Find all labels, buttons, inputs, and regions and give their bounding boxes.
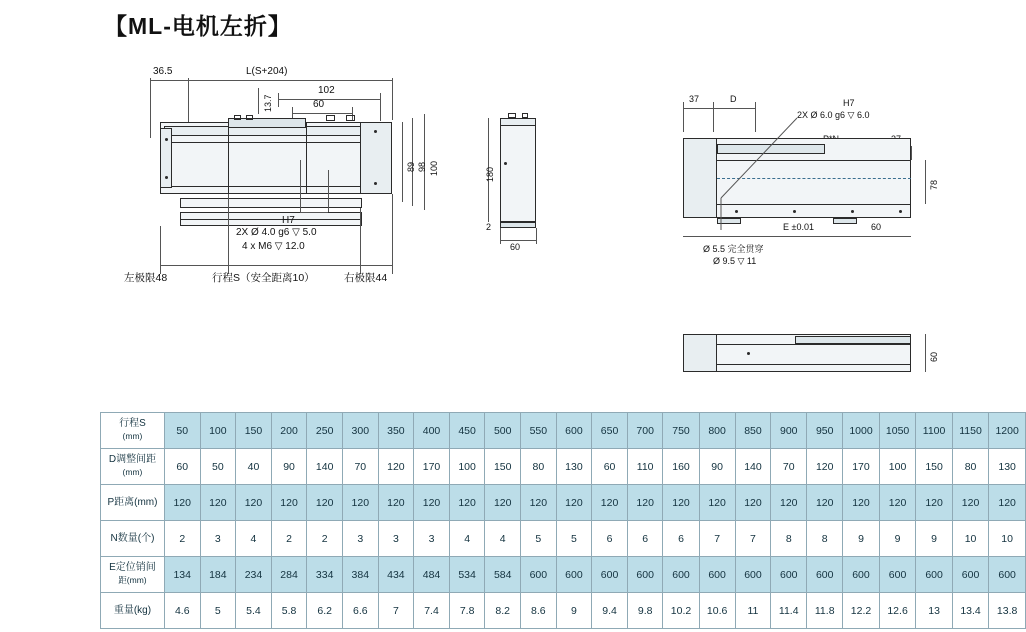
- table-cell: 170: [843, 449, 880, 485]
- table-cell: 120: [663, 485, 699, 521]
- table-cell: 534: [449, 557, 485, 593]
- note-h7-front: H7: [843, 98, 855, 108]
- table-cell: 5: [556, 521, 592, 557]
- table-cell: 120: [879, 485, 916, 521]
- table-cell: 900: [771, 413, 807, 449]
- table-row: [101, 593, 1026, 629]
- table-row: [101, 557, 1026, 593]
- table-cell: 600: [556, 413, 592, 449]
- dim-60-top: 60: [313, 99, 325, 110]
- table-cell: 300: [342, 413, 378, 449]
- table-cell: 80: [952, 449, 988, 485]
- table-cell: 120: [414, 485, 450, 521]
- dim-89: 89: [406, 161, 416, 172]
- note-thru-hole: Ø 5.5 完全贯穿: [703, 244, 764, 254]
- table-cell: 600: [807, 557, 843, 593]
- table-cell: 9: [556, 593, 592, 629]
- table-cell: 120: [378, 485, 414, 521]
- table-cell: 8.2: [485, 593, 521, 629]
- dim-100: 100: [429, 160, 439, 176]
- table-cell: 90: [699, 449, 735, 485]
- table-cell: 40: [236, 449, 272, 485]
- table-cell: 110: [627, 449, 663, 485]
- table-cell: 434: [378, 557, 414, 593]
- table-row: [101, 485, 1026, 521]
- table-cell: 140: [307, 449, 343, 485]
- table-cell: 10: [952, 521, 988, 557]
- table-cell: 234: [236, 557, 272, 593]
- dim-D: D: [730, 94, 737, 104]
- table-cell: 1100: [916, 413, 952, 449]
- table-cell: 4: [485, 521, 521, 557]
- table-cell: 13: [916, 593, 952, 629]
- table-cell: 60: [592, 449, 628, 485]
- table-cell: 130: [556, 449, 592, 485]
- spec-table: [100, 412, 1026, 629]
- table-cell: 13.4: [952, 593, 988, 629]
- table-cell: 6.6: [342, 593, 378, 629]
- table-cell: 6: [592, 521, 628, 557]
- table-cell: 184: [200, 557, 236, 593]
- table-cell: 50: [200, 449, 236, 485]
- table-cell: 120: [307, 485, 343, 521]
- table-cell: 4.6: [164, 593, 200, 629]
- table-cell: 500: [485, 413, 521, 449]
- top-view-drawing: [124, 60, 450, 290]
- table-cell: 600: [627, 557, 663, 593]
- table-row: [101, 413, 1026, 449]
- table-cell: 6.2: [307, 593, 343, 629]
- table-cell: 600: [952, 557, 988, 593]
- table-cell: 600: [989, 557, 1026, 593]
- table-cell: 120: [627, 485, 663, 521]
- dim-13-7: 13.7: [263, 94, 273, 112]
- table-cell: 120: [592, 485, 628, 521]
- dim-37-left: 37: [689, 94, 700, 104]
- table-cell: 140: [735, 449, 771, 485]
- table-cell: 10.6: [699, 593, 735, 629]
- label-right-limit: 右极限44: [344, 272, 388, 284]
- note-counterbore: Ø 9.5 ▽ 11: [713, 256, 757, 266]
- table-cell: 120: [807, 449, 843, 485]
- table-cell: 11.8: [807, 593, 843, 629]
- table-cell: 120: [699, 485, 735, 521]
- table-cell: 120: [807, 485, 843, 521]
- table-cell: 584: [485, 557, 521, 593]
- dim-60-side: 60: [510, 242, 521, 252]
- table-cell: 7: [735, 521, 771, 557]
- dim-60-front: 60: [871, 222, 882, 232]
- dim-180: 180: [485, 166, 495, 182]
- table-cell: 5: [200, 593, 236, 629]
- table-cell: 350: [378, 413, 414, 449]
- table-cell: 160: [663, 449, 699, 485]
- dim-78: 78: [929, 179, 939, 190]
- table-cell: 9.8: [627, 593, 663, 629]
- table-cell: 170: [414, 449, 450, 485]
- table-cell: 3: [342, 521, 378, 557]
- table-cell: 600: [916, 557, 952, 593]
- table-cell: 800: [699, 413, 735, 449]
- table-cell: 5.4: [236, 593, 272, 629]
- table-cell: 9.4: [592, 593, 628, 629]
- table-cell: 120: [735, 485, 771, 521]
- table-cell: 9: [843, 521, 880, 557]
- table-cell: 600: [521, 557, 557, 593]
- table-cell: 50: [164, 413, 200, 449]
- table-cell: 100: [449, 449, 485, 485]
- table-row: [101, 521, 1026, 557]
- table-cell: 1050: [879, 413, 916, 449]
- table-cell: 600: [735, 557, 771, 593]
- table-cell: 90: [271, 449, 307, 485]
- front-view-drawing: [675, 90, 965, 280]
- table-cell: 3: [378, 521, 414, 557]
- label-stroke: 行程S（安全距离10）: [212, 272, 315, 284]
- note-hole-2x-top: 2X Ø 4.0 g6 ▽ 5.0: [236, 227, 317, 238]
- table-cell: 950: [807, 413, 843, 449]
- table-cell: 600: [556, 557, 592, 593]
- table-cell: 200: [271, 413, 307, 449]
- table-cell: 550: [521, 413, 557, 449]
- dim-36-5: 36.5: [153, 66, 173, 77]
- table-cell: 70: [342, 449, 378, 485]
- table-cell: 134: [164, 557, 200, 593]
- table-cell: 7: [699, 521, 735, 557]
- table-cell: 6: [663, 521, 699, 557]
- table-cell: 3: [414, 521, 450, 557]
- table-cell: 80: [521, 449, 557, 485]
- table-cell: 2: [164, 521, 200, 557]
- table-cell: 150: [236, 413, 272, 449]
- table-row-header: P距离(mm): [101, 485, 165, 521]
- table-cell: 600: [663, 557, 699, 593]
- table-cell: 600: [699, 557, 735, 593]
- table-cell: 120: [556, 485, 592, 521]
- page-title: 【ML-电机左折】: [104, 13, 292, 39]
- table-cell: 850: [735, 413, 771, 449]
- table-cell: 6: [627, 521, 663, 557]
- table-cell: 60: [164, 449, 200, 485]
- table-cell: 120: [485, 485, 521, 521]
- table-cell: 650: [592, 413, 628, 449]
- table-cell: 250: [307, 413, 343, 449]
- table-cell: 284: [271, 557, 307, 593]
- table-cell: 2: [307, 521, 343, 557]
- table-cell: 100: [200, 413, 236, 449]
- table-row-header: D调整间距 (mm): [101, 449, 165, 485]
- table-cell: 8: [807, 521, 843, 557]
- table-row: [101, 449, 1026, 485]
- table-cell: 2: [271, 521, 307, 557]
- table-cell: 4: [449, 521, 485, 557]
- table-cell: 13.8: [989, 593, 1026, 629]
- table-cell: 600: [843, 557, 880, 593]
- bottom-view-drawing: [675, 322, 965, 392]
- table-cell: 600: [592, 557, 628, 593]
- dim-length-L: L(S+204): [246, 66, 288, 77]
- note-thread-4x-top: 4 x M6 ▽ 12.0: [242, 241, 305, 252]
- table-cell: 1150: [952, 413, 988, 449]
- table-cell: 120: [378, 449, 414, 485]
- table-cell: 120: [771, 485, 807, 521]
- note-h7-top: H7: [282, 215, 295, 226]
- table-cell: 3: [200, 521, 236, 557]
- dim-2: 2: [486, 222, 492, 232]
- table-cell: 150: [485, 449, 521, 485]
- table-cell: 450: [449, 413, 485, 449]
- table-cell: 7: [378, 593, 414, 629]
- table-cell: 7.8: [449, 593, 485, 629]
- table-cell: 10.2: [663, 593, 699, 629]
- table-cell: 120: [236, 485, 272, 521]
- dim-60-bottom: 60: [929, 351, 939, 362]
- table-cell: 120: [200, 485, 236, 521]
- table-row-header: E定位销间 距(mm): [101, 557, 165, 593]
- table-cell: 12.6: [879, 593, 916, 629]
- table-cell: 120: [916, 485, 952, 521]
- table-cell: 700: [627, 413, 663, 449]
- note-hole-2x-front: 2X Ø 6.0 g6 ▽ 6.0: [797, 110, 870, 120]
- spec-table-body: [101, 413, 1026, 629]
- table-cell: 1200: [989, 413, 1026, 449]
- table-cell: 5: [521, 521, 557, 557]
- label-left-limit: 左极限48: [124, 272, 168, 284]
- dim-98: 98: [417, 161, 427, 172]
- table-cell: 120: [342, 485, 378, 521]
- table-cell: 9: [916, 521, 952, 557]
- table-cell: 9: [879, 521, 916, 557]
- table-cell: 70: [771, 449, 807, 485]
- table-cell: 7.4: [414, 593, 450, 629]
- side-view-drawing: [480, 100, 610, 260]
- table-cell: 1000: [843, 413, 880, 449]
- dim-102: 102: [318, 85, 335, 96]
- table-cell: 11.4: [771, 593, 807, 629]
- table-cell: 5.8: [271, 593, 307, 629]
- table-cell: 120: [271, 485, 307, 521]
- table-cell: 120: [952, 485, 988, 521]
- table-cell: 8.6: [521, 593, 557, 629]
- table-cell: 120: [164, 485, 200, 521]
- table-cell: 600: [771, 557, 807, 593]
- table-cell: 10: [989, 521, 1026, 557]
- table-row-header: 重量(kg): [101, 593, 165, 629]
- table-cell: 4: [236, 521, 272, 557]
- table-row-header: 行程S (mm): [101, 413, 165, 449]
- table-cell: 12.2: [843, 593, 880, 629]
- dim-e-tolerance: E ±0.01: [783, 222, 814, 232]
- table-cell: 100: [879, 449, 916, 485]
- table-cell: 11: [735, 593, 771, 629]
- table-cell: 130: [989, 449, 1026, 485]
- table-cell: 384: [342, 557, 378, 593]
- table-cell: 150: [916, 449, 952, 485]
- table-cell: 120: [989, 485, 1026, 521]
- table-cell: 120: [843, 485, 880, 521]
- table-cell: 484: [414, 557, 450, 593]
- table-cell: 400: [414, 413, 450, 449]
- table-cell: 600: [879, 557, 916, 593]
- table-cell: 334: [307, 557, 343, 593]
- table-cell: 8: [771, 521, 807, 557]
- table-cell: 120: [449, 485, 485, 521]
- table-row-header: N数量(个): [101, 521, 165, 557]
- table-cell: 120: [521, 485, 557, 521]
- table-cell: 750: [663, 413, 699, 449]
